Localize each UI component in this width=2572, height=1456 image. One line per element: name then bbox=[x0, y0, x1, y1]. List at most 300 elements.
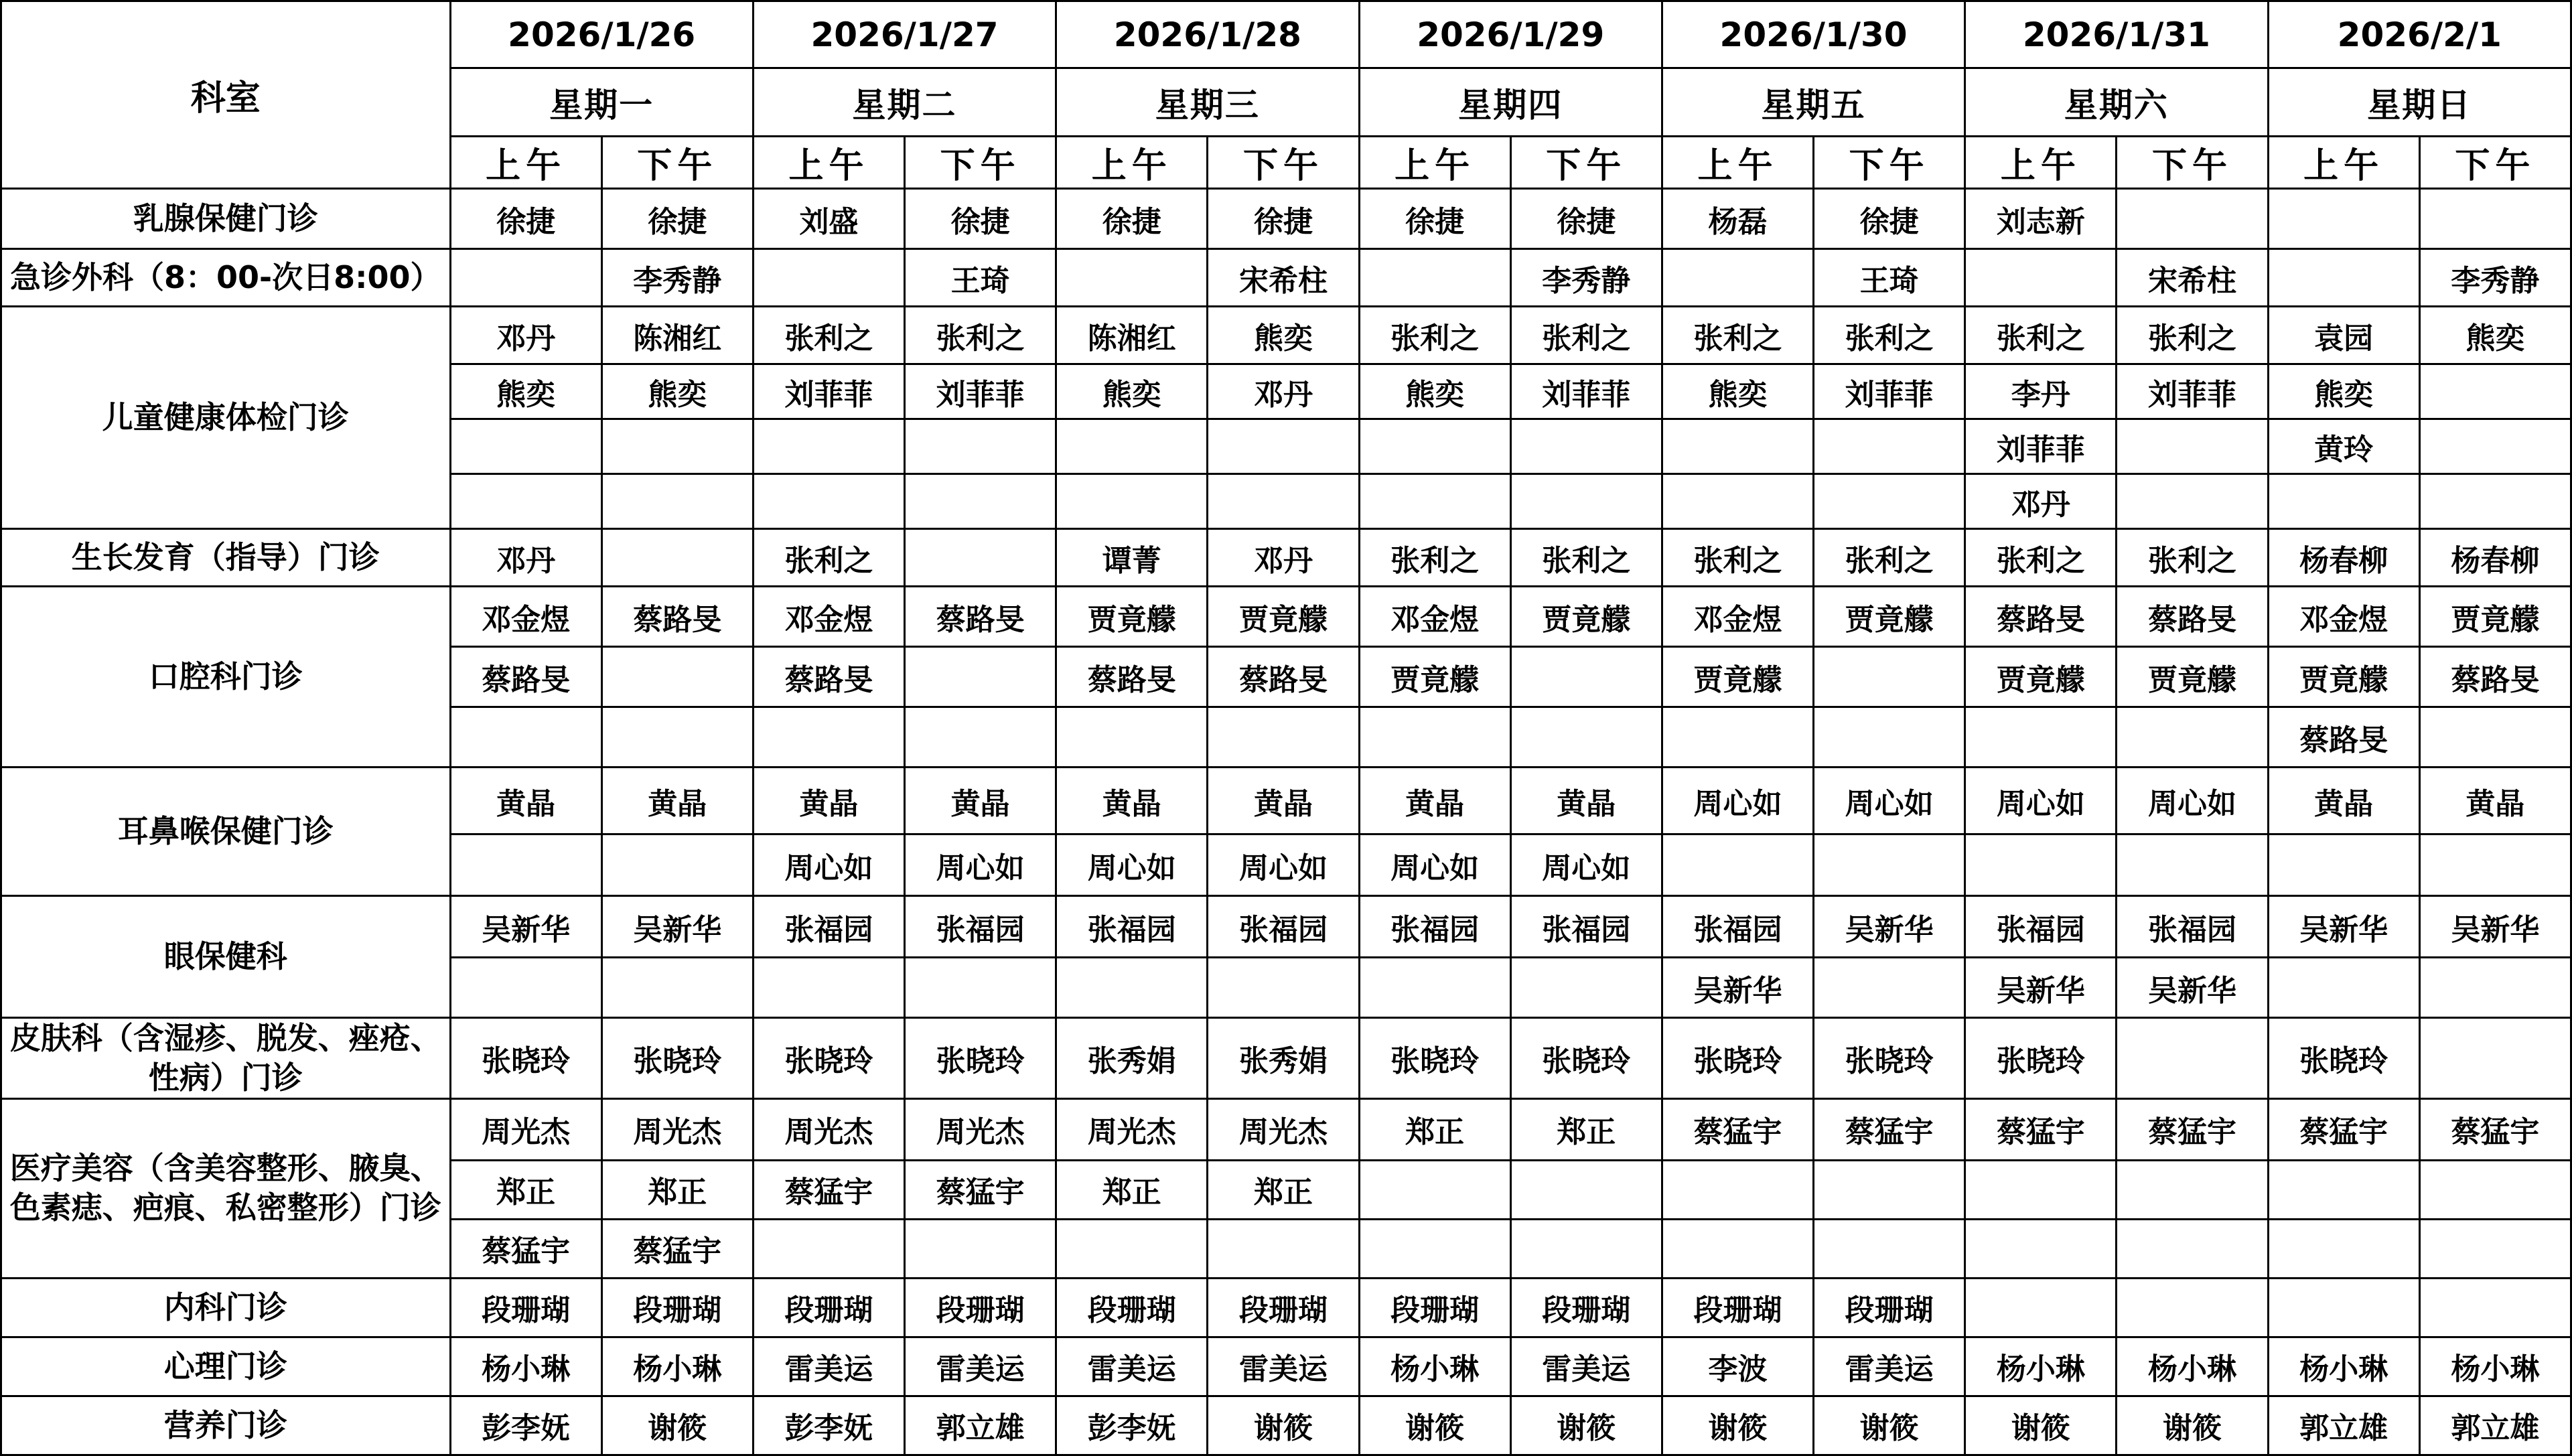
doctor-cell bbox=[2419, 364, 2571, 419]
doctor-cell bbox=[1359, 958, 1510, 1018]
doctor-cell: 邓丹 bbox=[450, 307, 601, 364]
doctor-cell bbox=[2117, 707, 2268, 768]
session-pm-label: 下午 bbox=[1510, 137, 1662, 189]
doctor-cell: 贾竟艨 bbox=[1814, 587, 1965, 647]
session-pm-label: 下午 bbox=[2419, 137, 2571, 189]
day-date: 2026/1/27 bbox=[753, 1, 1056, 68]
doctor-cell: 蔡路旻 bbox=[2419, 647, 2571, 707]
doctor-cell: 郑正 bbox=[450, 1160, 601, 1219]
doctor-cell bbox=[2419, 1160, 2571, 1219]
doctor-cell: 贾竟艨 bbox=[1056, 587, 1208, 647]
doctor-cell: 谢筱 bbox=[1814, 1396, 1965, 1455]
doctor-cell: 李秀静 bbox=[1510, 249, 1662, 307]
session-am-label: 上午 bbox=[1359, 137, 1510, 189]
session-am-label: 上午 bbox=[753, 137, 904, 189]
schedule-row bbox=[1, 529, 2571, 587]
doctor-cell bbox=[1814, 1219, 1965, 1278]
doctor-cell bbox=[1056, 958, 1208, 1018]
doctor-cell: 贾竟艨 bbox=[1359, 647, 1510, 707]
doctor-cell bbox=[2117, 1278, 2268, 1337]
doctor-cell bbox=[753, 474, 904, 529]
department-name: 生长发育（指导）门诊 bbox=[1, 529, 451, 587]
doctor-cell bbox=[1359, 249, 1510, 307]
doctor-cell: 黄晶 bbox=[753, 768, 904, 834]
doctor-cell: 彭李妩 bbox=[450, 1396, 601, 1455]
doctor-cell bbox=[2268, 189, 2419, 249]
doctor-cell: 杨春柳 bbox=[2268, 529, 2419, 587]
doctor-cell bbox=[1662, 1219, 1813, 1278]
doctor-cell: 蔡猛宇 bbox=[2268, 1098, 2419, 1160]
doctor-cell: 杨小琳 bbox=[1359, 1337, 1510, 1396]
doctor-cell bbox=[1056, 707, 1208, 768]
doctor-cell bbox=[1208, 1219, 1359, 1278]
department-name: 口腔科门诊 bbox=[1, 587, 451, 768]
doctor-cell: 周心如 bbox=[753, 834, 904, 896]
doctor-cell bbox=[450, 834, 601, 896]
doctor-cell: 李秀静 bbox=[2419, 249, 2571, 307]
doctor-cell: 周心如 bbox=[1359, 834, 1510, 896]
day-date: 2026/2/1 bbox=[2268, 1, 2571, 68]
doctor-cell: 段珊瑚 bbox=[601, 1278, 753, 1337]
doctor-cell bbox=[1510, 958, 1662, 1018]
doctor-cell: 段珊瑚 bbox=[905, 1278, 1056, 1337]
doctor-cell: 彭李妩 bbox=[1056, 1396, 1208, 1455]
doctor-cell: 张利之 bbox=[2117, 307, 2268, 364]
doctor-cell: 熊奕 bbox=[2268, 364, 2419, 419]
department-column-header: 科室 bbox=[1, 1, 451, 189]
doctor-cell: 周光杰 bbox=[601, 1098, 753, 1160]
doctor-cell: 杨春柳 bbox=[2419, 529, 2571, 587]
doctor-cell bbox=[1359, 419, 1510, 474]
doctor-cell bbox=[601, 707, 753, 768]
doctor-cell: 谭菁 bbox=[1056, 529, 1208, 587]
doctor-cell: 邓丹 bbox=[1208, 364, 1359, 419]
schedule-row bbox=[1, 1337, 2571, 1396]
doctor-cell bbox=[905, 419, 1056, 474]
day-weekday: 星期三 bbox=[1056, 68, 1359, 137]
doctor-cell: 蔡路旻 bbox=[753, 647, 904, 707]
doctor-cell bbox=[450, 958, 601, 1018]
doctor-cell: 张利之 bbox=[753, 307, 904, 364]
doctor-cell: 张晓玲 bbox=[450, 1018, 601, 1099]
schedule-row bbox=[1, 249, 2571, 307]
doctor-cell bbox=[2117, 419, 2268, 474]
doctor-cell: 张晓玲 bbox=[601, 1018, 753, 1099]
doctor-cell: 雷美运 bbox=[1814, 1337, 1965, 1396]
doctor-cell: 段珊瑚 bbox=[753, 1278, 904, 1337]
doctor-cell: 张福园 bbox=[1662, 896, 1813, 958]
department-name: 皮肤科（含湿疹、脱发、痤疮、性病）门诊 bbox=[1, 1018, 451, 1099]
doctor-cell bbox=[1056, 419, 1208, 474]
doctor-cell: 徐捷 bbox=[601, 189, 753, 249]
doctor-cell: 徐捷 bbox=[1359, 189, 1510, 249]
doctor-cell bbox=[1510, 1219, 1662, 1278]
doctor-cell bbox=[2419, 707, 2571, 768]
doctor-cell: 黄晶 bbox=[601, 768, 753, 834]
doctor-cell bbox=[1965, 707, 2117, 768]
doctor-cell: 贾竟艨 bbox=[1510, 587, 1662, 647]
doctor-cell bbox=[1208, 958, 1359, 1018]
doctor-cell: 黄晶 bbox=[450, 768, 601, 834]
doctor-cell: 段珊瑚 bbox=[1359, 1278, 1510, 1337]
doctor-cell bbox=[2419, 1018, 2571, 1099]
doctor-cell bbox=[2117, 834, 2268, 896]
doctor-cell: 刘菲菲 bbox=[1510, 364, 1662, 419]
doctor-cell bbox=[1662, 419, 1813, 474]
department-name: 急诊外科（8：00-次日8:00） bbox=[1, 249, 451, 307]
doctor-cell bbox=[2117, 1160, 2268, 1219]
day-weekday: 星期五 bbox=[1662, 68, 1964, 137]
doctor-cell: 邓金煜 bbox=[753, 587, 904, 647]
doctor-cell bbox=[1965, 1278, 2117, 1337]
doctor-cell: 张晓玲 bbox=[905, 1018, 1056, 1099]
doctor-cell bbox=[1208, 707, 1359, 768]
doctor-cell: 周光杰 bbox=[1208, 1098, 1359, 1160]
doctor-cell bbox=[2268, 249, 2419, 307]
doctor-cell: 刘菲菲 bbox=[1965, 419, 2117, 474]
doctor-cell: 周心如 bbox=[1965, 768, 2117, 834]
doctor-cell: 张福园 bbox=[1208, 896, 1359, 958]
doctor-cell: 黄晶 bbox=[905, 768, 1056, 834]
doctor-cell bbox=[905, 529, 1056, 587]
doctor-cell bbox=[1662, 249, 1813, 307]
doctor-cell: 蔡猛宇 bbox=[753, 1160, 904, 1219]
doctor-cell: 郑正 bbox=[601, 1160, 753, 1219]
department-name: 乳腺保健门诊 bbox=[1, 189, 451, 249]
doctor-cell: 李丹 bbox=[1965, 364, 2117, 419]
doctor-cell bbox=[1662, 474, 1813, 529]
session-pm-label: 下午 bbox=[1208, 137, 1359, 189]
doctor-cell bbox=[1510, 419, 1662, 474]
doctor-cell: 邓丹 bbox=[450, 529, 601, 587]
doctor-cell: 蔡路旻 bbox=[1208, 647, 1359, 707]
doctor-cell: 周光杰 bbox=[450, 1098, 601, 1160]
doctor-cell: 谢筱 bbox=[1208, 1396, 1359, 1455]
doctor-cell: 陈湘红 bbox=[1056, 307, 1208, 364]
doctor-cell: 宋希柱 bbox=[1208, 249, 1359, 307]
doctor-cell bbox=[1056, 249, 1208, 307]
doctor-cell: 张晓玲 bbox=[1359, 1018, 1510, 1099]
doctor-cell: 王琦 bbox=[1814, 249, 1965, 307]
day-weekday: 星期一 bbox=[450, 68, 753, 137]
doctor-cell bbox=[1056, 474, 1208, 529]
doctor-cell: 熊奕 bbox=[2419, 307, 2571, 364]
doctor-cell bbox=[1965, 249, 2117, 307]
doctor-cell: 段珊瑚 bbox=[1662, 1278, 1813, 1337]
doctor-cell: 吴新华 bbox=[601, 896, 753, 958]
doctor-cell: 张利之 bbox=[1359, 307, 1510, 364]
doctor-cell: 张晓玲 bbox=[1965, 1018, 2117, 1099]
doctor-cell bbox=[601, 474, 753, 529]
doctor-cell bbox=[753, 419, 904, 474]
doctor-cell: 吴新华 bbox=[1965, 958, 2117, 1018]
doctor-cell: 张利之 bbox=[753, 529, 904, 587]
doctor-cell: 张利之 bbox=[1359, 529, 1510, 587]
doctor-cell bbox=[2419, 419, 2571, 474]
doctor-cell bbox=[1814, 958, 1965, 1018]
department-name: 医疗美容（含美容整形、腋臭、色素痣、疤痕、私密整形）门诊 bbox=[1, 1098, 451, 1278]
schedule-row bbox=[1, 189, 2571, 249]
department-name: 耳鼻喉保健门诊 bbox=[1, 768, 451, 896]
doctor-cell: 贾竟艨 bbox=[2268, 647, 2419, 707]
doctor-cell: 蔡猛宇 bbox=[450, 1219, 601, 1278]
doctor-cell bbox=[1208, 419, 1359, 474]
doctor-cell: 蔡猛宇 bbox=[905, 1160, 1056, 1219]
doctor-cell: 杨磊 bbox=[1662, 189, 1813, 249]
doctor-cell: 谢筱 bbox=[1965, 1396, 2117, 1455]
doctor-cell: 吴新华 bbox=[450, 896, 601, 958]
doctor-cell bbox=[2117, 1018, 2268, 1099]
doctor-cell: 张利之 bbox=[1662, 529, 1813, 587]
doctor-cell: 雷美运 bbox=[1510, 1337, 1662, 1396]
session-pm-label: 下午 bbox=[601, 137, 753, 189]
doctor-cell bbox=[601, 834, 753, 896]
schedule-row bbox=[1, 1396, 2571, 1455]
doctor-cell: 周光杰 bbox=[1056, 1098, 1208, 1160]
doctor-cell: 杨小琳 bbox=[2117, 1337, 2268, 1396]
doctor-cell: 郭立雄 bbox=[2268, 1396, 2419, 1455]
doctor-cell bbox=[601, 419, 753, 474]
doctor-cell: 蔡路旻 bbox=[450, 647, 601, 707]
doctor-cell: 熊奕 bbox=[1359, 364, 1510, 419]
doctor-cell: 刘菲菲 bbox=[753, 364, 904, 419]
doctor-cell bbox=[1814, 647, 1965, 707]
doctor-cell: 黄晶 bbox=[1056, 768, 1208, 834]
doctor-cell: 张晓玲 bbox=[2268, 1018, 2419, 1099]
doctor-cell bbox=[2268, 1160, 2419, 1219]
doctor-cell: 熊奕 bbox=[1208, 307, 1359, 364]
doctor-cell: 蔡路旻 bbox=[2268, 707, 2419, 768]
doctor-cell bbox=[1510, 647, 1662, 707]
doctor-cell: 蔡猛宇 bbox=[1965, 1098, 2117, 1160]
doctor-cell bbox=[905, 474, 1056, 529]
doctor-cell bbox=[2117, 474, 2268, 529]
doctor-cell bbox=[905, 707, 1056, 768]
doctor-cell: 郑正 bbox=[1208, 1160, 1359, 1219]
doctor-cell bbox=[1510, 474, 1662, 529]
doctor-cell: 张晓玲 bbox=[1814, 1018, 1965, 1099]
doctor-cell bbox=[450, 419, 601, 474]
doctor-cell: 李秀静 bbox=[601, 249, 753, 307]
day-weekday: 星期六 bbox=[1965, 68, 2268, 137]
doctor-cell bbox=[601, 529, 753, 587]
doctor-cell: 徐捷 bbox=[1208, 189, 1359, 249]
doctor-cell: 黄晶 bbox=[1359, 768, 1510, 834]
doctor-cell bbox=[2117, 1219, 2268, 1278]
doctor-cell: 贾竟艨 bbox=[1208, 587, 1359, 647]
doctor-cell: 蔡猛宇 bbox=[601, 1219, 753, 1278]
doctor-cell bbox=[450, 707, 601, 768]
schedule-row bbox=[1, 768, 2571, 834]
doctor-cell: 张福园 bbox=[2117, 896, 2268, 958]
doctor-cell: 张利之 bbox=[1965, 529, 2117, 587]
session-am-label: 上午 bbox=[1965, 137, 2117, 189]
day-date: 2026/1/31 bbox=[1965, 1, 2268, 68]
doctor-cell: 蔡路旻 bbox=[1965, 587, 2117, 647]
doctor-cell bbox=[1814, 419, 1965, 474]
doctor-cell: 刘菲菲 bbox=[905, 364, 1056, 419]
doctor-cell: 熊奕 bbox=[1056, 364, 1208, 419]
doctor-cell bbox=[2419, 189, 2571, 249]
doctor-cell: 张福园 bbox=[753, 896, 904, 958]
doctor-cell bbox=[753, 1219, 904, 1278]
doctor-cell: 周心如 bbox=[1510, 834, 1662, 896]
doctor-cell bbox=[601, 647, 753, 707]
doctor-cell: 周心如 bbox=[2117, 768, 2268, 834]
doctor-cell: 吴新华 bbox=[1662, 958, 1813, 1018]
doctor-cell: 张利之 bbox=[905, 307, 1056, 364]
doctor-cell: 贾竟艨 bbox=[1662, 647, 1813, 707]
doctor-cell: 雷美运 bbox=[1208, 1337, 1359, 1396]
day-weekday: 星期四 bbox=[1359, 68, 1662, 137]
doctor-cell: 周心如 bbox=[1208, 834, 1359, 896]
doctor-cell: 吴新华 bbox=[2117, 958, 2268, 1018]
schedule-row bbox=[1, 1018, 2571, 1099]
doctor-cell bbox=[1662, 1160, 1813, 1219]
doctor-cell: 张利之 bbox=[1510, 529, 1662, 587]
department-name: 眼保健科 bbox=[1, 896, 451, 1018]
doctor-cell: 谢筱 bbox=[601, 1396, 753, 1455]
doctor-cell: 徐捷 bbox=[450, 189, 601, 249]
doctor-cell: 段珊瑚 bbox=[1208, 1278, 1359, 1337]
doctor-cell: 周心如 bbox=[1814, 768, 1965, 834]
doctor-cell: 吴新华 bbox=[2268, 896, 2419, 958]
doctor-cell: 贾竟艨 bbox=[1965, 647, 2117, 707]
session-pm-label: 下午 bbox=[1814, 137, 1965, 189]
doctor-cell: 周心如 bbox=[905, 834, 1056, 896]
doctor-cell bbox=[450, 474, 601, 529]
doctor-cell: 谢筱 bbox=[2117, 1396, 2268, 1455]
doctor-cell: 贾竟艨 bbox=[2117, 647, 2268, 707]
doctor-cell: 徐捷 bbox=[1056, 189, 1208, 249]
doctor-cell: 张晓玲 bbox=[1510, 1018, 1662, 1099]
doctor-cell bbox=[2419, 474, 2571, 529]
day-date: 2026/1/26 bbox=[450, 1, 753, 68]
doctor-cell: 张秀娟 bbox=[1208, 1018, 1359, 1099]
doctor-cell bbox=[2268, 958, 2419, 1018]
doctor-cell: 张福园 bbox=[1056, 896, 1208, 958]
doctor-cell: 邓金煜 bbox=[1359, 587, 1510, 647]
doctor-cell bbox=[1965, 1160, 2117, 1219]
doctor-cell bbox=[1510, 707, 1662, 768]
doctor-cell: 周光杰 bbox=[753, 1098, 904, 1160]
doctor-cell: 段珊瑚 bbox=[1814, 1278, 1965, 1337]
doctor-cell: 邓丹 bbox=[1208, 529, 1359, 587]
doctor-cell bbox=[450, 249, 601, 307]
doctor-cell: 王琦 bbox=[905, 249, 1056, 307]
department-name: 内科门诊 bbox=[1, 1278, 451, 1337]
doctor-cell: 黄晶 bbox=[1510, 768, 1662, 834]
schedule-row bbox=[1, 587, 2571, 647]
doctor-cell: 杨小琳 bbox=[1965, 1337, 2117, 1396]
doctor-cell: 徐捷 bbox=[1510, 189, 1662, 249]
doctor-cell: 邓丹 bbox=[1965, 474, 2117, 529]
doctor-cell: 周光杰 bbox=[905, 1098, 1056, 1160]
doctor-cell: 郭立雄 bbox=[2419, 1396, 2571, 1455]
doctor-cell: 郑正 bbox=[1056, 1160, 1208, 1219]
doctor-cell: 段珊瑚 bbox=[450, 1278, 601, 1337]
doctor-cell: 张福园 bbox=[1359, 896, 1510, 958]
session-pm-label: 下午 bbox=[2117, 137, 2268, 189]
doctor-cell: 熊奕 bbox=[1662, 364, 1813, 419]
doctor-cell bbox=[1056, 1219, 1208, 1278]
doctor-cell: 郑正 bbox=[1510, 1098, 1662, 1160]
doctor-cell bbox=[1814, 834, 1965, 896]
doctor-cell bbox=[1510, 1160, 1662, 1219]
day-date: 2026/1/30 bbox=[1662, 1, 1964, 68]
doctor-cell bbox=[2419, 958, 2571, 1018]
doctor-cell: 周心如 bbox=[1662, 768, 1813, 834]
department-name: 儿童健康体检门诊 bbox=[1, 307, 451, 529]
doctor-cell: 彭李妩 bbox=[753, 1396, 904, 1455]
doctor-cell bbox=[1814, 707, 1965, 768]
schedule-row bbox=[1, 896, 2571, 958]
doctor-cell: 蔡猛宇 bbox=[2117, 1098, 2268, 1160]
doctor-cell: 雷美运 bbox=[905, 1337, 1056, 1396]
doctor-cell: 张利之 bbox=[1814, 307, 1965, 364]
doctor-cell bbox=[1662, 834, 1813, 896]
doctor-cell: 张秀娟 bbox=[1056, 1018, 1208, 1099]
doctor-cell: 蔡猛宇 bbox=[1662, 1098, 1813, 1160]
doctor-cell bbox=[2419, 1278, 2571, 1337]
doctor-cell: 徐捷 bbox=[1814, 189, 1965, 249]
doctor-cell: 李波 bbox=[1662, 1337, 1813, 1396]
doctor-cell: 袁园 bbox=[2268, 307, 2419, 364]
doctor-cell bbox=[2268, 1278, 2419, 1337]
department-name: 心理门诊 bbox=[1, 1337, 451, 1396]
doctor-cell: 宋希柱 bbox=[2117, 249, 2268, 307]
header-date-row bbox=[1, 1, 2571, 68]
doctor-cell: 周心如 bbox=[1056, 834, 1208, 896]
day-date: 2026/1/29 bbox=[1359, 1, 1662, 68]
doctor-cell: 段珊瑚 bbox=[1056, 1278, 1208, 1337]
doctor-cell: 蔡路旻 bbox=[601, 587, 753, 647]
session-am-label: 上午 bbox=[2268, 137, 2419, 189]
doctor-cell: 熊奕 bbox=[601, 364, 753, 419]
doctor-cell bbox=[2117, 189, 2268, 249]
schedule-row bbox=[1, 1098, 2571, 1160]
doctor-cell: 张利之 bbox=[1814, 529, 1965, 587]
doctor-cell bbox=[1814, 1160, 1965, 1219]
doctor-cell: 刘盛 bbox=[753, 189, 904, 249]
doctor-cell bbox=[905, 647, 1056, 707]
doctor-cell: 徐捷 bbox=[905, 189, 1056, 249]
doctor-cell bbox=[2268, 834, 2419, 896]
department-name: 营养门诊 bbox=[1, 1396, 451, 1455]
doctor-cell bbox=[1662, 707, 1813, 768]
doctor-cell: 张晓玲 bbox=[1662, 1018, 1813, 1099]
doctor-cell: 张晓玲 bbox=[753, 1018, 904, 1099]
doctor-cell bbox=[1359, 1160, 1510, 1219]
doctor-cell bbox=[2268, 1219, 2419, 1278]
doctor-cell: 张利之 bbox=[2117, 529, 2268, 587]
doctor-cell: 杨小琳 bbox=[2268, 1337, 2419, 1396]
session-am-label: 上午 bbox=[1056, 137, 1208, 189]
session-pm-label: 下午 bbox=[905, 137, 1056, 189]
doctor-cell: 吴新华 bbox=[2419, 896, 2571, 958]
doctor-cell bbox=[1208, 474, 1359, 529]
doctor-cell bbox=[1965, 1219, 2117, 1278]
session-am-label: 上午 bbox=[450, 137, 601, 189]
doctor-cell bbox=[905, 958, 1056, 1018]
doctor-cell: 邓金煜 bbox=[450, 587, 601, 647]
doctor-cell: 张利之 bbox=[1510, 307, 1662, 364]
doctor-cell: 谢筱 bbox=[1662, 1396, 1813, 1455]
doctor-cell: 贾竟艨 bbox=[2419, 587, 2571, 647]
doctor-cell: 黄晶 bbox=[2268, 768, 2419, 834]
doctor-cell: 黄晶 bbox=[1208, 768, 1359, 834]
doctor-cell bbox=[1814, 474, 1965, 529]
